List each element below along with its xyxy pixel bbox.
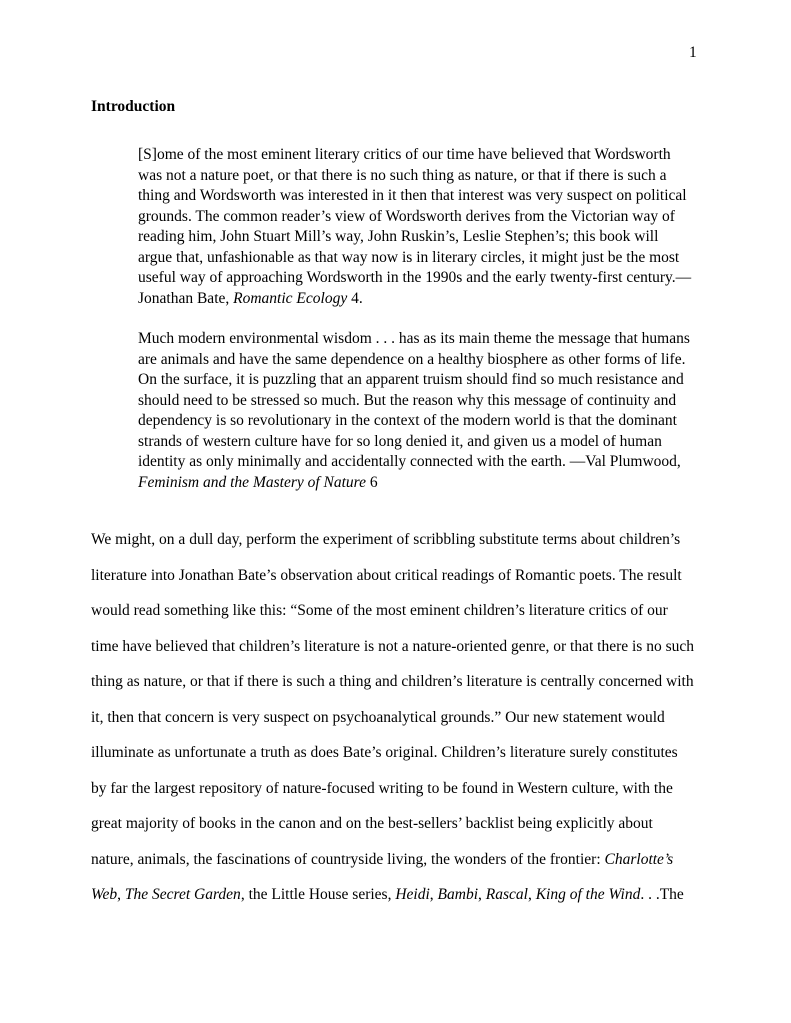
text-run: Jonathan Bate, <box>138 289 234 307</box>
text-line <box>138 186 713 207</box>
text-run: thing and Wordsworth was interested in it then that interest was very suspect on political <box>138 187 687 204</box>
text-run: , <box>117 886 125 903</box>
text-line <box>91 593 716 629</box>
text-line <box>91 735 716 771</box>
text-run: it, then that concern is very suspect on psychoanalytical grounds.” Our new statement would <box>91 708 665 726</box>
text-line <box>138 145 713 166</box>
text-run: , <box>429 886 438 903</box>
section-heading: Introduction <box>91 98 176 115</box>
text-line <box>138 166 713 187</box>
text-line <box>91 558 716 594</box>
text-line <box>91 700 716 736</box>
text-run: strands of western culture have for so long denied it, and given us a model of human <box>138 432 662 450</box>
text-line <box>91 522 716 558</box>
text-run: would read something like this: “Some of the most eminent children’s literature critics of our <box>91 602 668 619</box>
text-run: nature, animals, the fascinations of countryside living, the wonders of the frontier: <box>91 850 605 868</box>
text-run: Much modern environmental wisdom . . . has as its main theme the message that humans <box>138 330 690 347</box>
text-line <box>138 289 713 310</box>
text-line <box>138 411 713 432</box>
text-run: [S]ome of the most eminent literary critics of our time have believed that Wordsworth <box>138 146 671 163</box>
text-run: literature into Jonathan Bate’s observation about critical readings of Romantic poets. The result <box>91 566 682 584</box>
italic-text-run: Bambi <box>437 886 478 903</box>
block-quote-plumwood <box>138 329 713 493</box>
italic-text-run: Romantic Ecology <box>233 289 348 307</box>
text-run: identity as only minimally and accidentally connected with the earth. —Val Plumwood, <box>138 453 681 470</box>
italic-text-run: Charlotte’s <box>604 850 674 868</box>
text-run: grounds. The common reader’s view of Wordsworth derives from the Victorian way of <box>138 207 675 225</box>
text-line <box>138 227 713 248</box>
text-line <box>91 629 716 665</box>
text-run: We might, on a dull day, perform the experiment of scribbling substitute terms about children’s <box>91 531 681 548</box>
text-line <box>91 877 716 913</box>
text-run: , <box>478 886 486 903</box>
text-line <box>138 350 713 371</box>
text-line <box>138 268 713 289</box>
text-line <box>138 432 713 453</box>
text-run: useful way of approaching Wordsworth in the 1990s and the early twenty-first century.— <box>138 269 692 286</box>
italic-text-run: King of the Wind <box>535 886 641 903</box>
text-run: illuminate as unfortunate a truth as does Bate’s original. Children’s literature surely constitutes <box>91 744 678 761</box>
text-run: On the surface, it is puzzling that an apparent truism should find so much resistance and <box>138 371 684 388</box>
text-run: great majority of books in the canon and on the best-sellers’ backlist being explicitly about <box>91 815 653 832</box>
text-run: thing as nature, or that if there is such a thing and children’s literature is centrally concerned with <box>91 673 694 690</box>
text-line <box>138 473 713 494</box>
text-run: 6 <box>366 473 378 491</box>
text-run: , the Little House series, <box>240 886 396 903</box>
italic-text-run: The Secret Garden <box>124 886 241 903</box>
italic-text-run: Heidi <box>395 886 430 903</box>
block-quote-bate <box>138 145 713 309</box>
text-run: , <box>527 886 536 903</box>
text-line <box>138 370 713 391</box>
text-run: reading him, John Stuart Mill’s way, John Ruskin’s, Leslie Stephen’s; this book will <box>138 228 659 245</box>
text-run: by far the largest repository of nature-focused writing to be found in Western culture, with the <box>91 779 673 797</box>
italic-text-run: Feminism and the Mastery of Nature <box>138 473 367 491</box>
text-line <box>138 391 713 412</box>
text-run: should need to be stressed so much. But the reason why this message of continuity and <box>138 391 677 409</box>
text-line <box>138 329 713 350</box>
text-run: argue that, unfashionable as that way now is in literary circles, it might just be the most <box>138 248 680 266</box>
text-line <box>91 771 716 807</box>
text-line <box>138 248 713 269</box>
text-run: dependency is so revolutionary in the context of the modern world is that the dominant <box>138 412 677 429</box>
body-paragraph <box>91 522 716 913</box>
text-run: 4. <box>347 289 363 307</box>
text-run: . . .The <box>640 886 684 903</box>
text-run: are animals and have the same dependence on a healthy biosphere as other forms of life. <box>138 350 686 368</box>
page-number: 1 <box>689 44 697 61</box>
text-line <box>91 664 716 700</box>
text-run: time have believed that children’s literature is not a nature-oriented genre, or that there is no such <box>91 637 694 655</box>
italic-text-run: Rascal <box>485 886 528 903</box>
text-line <box>138 452 713 473</box>
italic-text-run: Web <box>91 886 118 903</box>
text-line <box>91 842 716 878</box>
text-line <box>91 806 716 842</box>
text-run: was not a nature poet, or that there is no such thing as nature, or that if there is such a <box>138 166 667 184</box>
text-line <box>138 207 713 228</box>
